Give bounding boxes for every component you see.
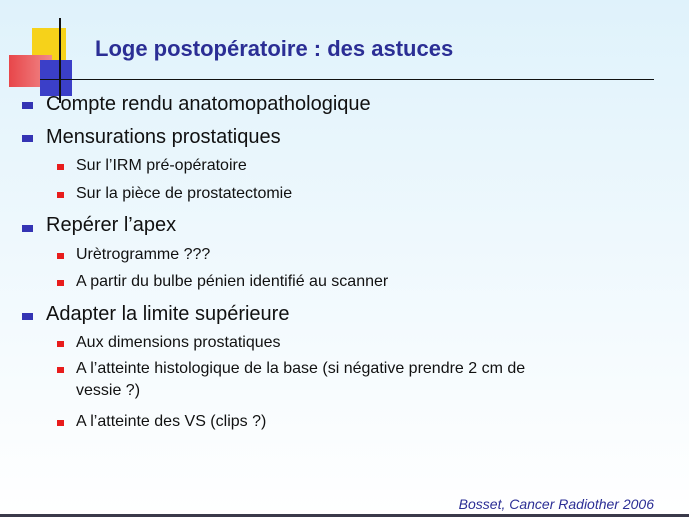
- sub-bullet-atteinte-base-cont: vessie ?): [76, 382, 141, 399]
- sub-bullet-square-icon: [57, 164, 64, 170]
- bullet-square-icon: [22, 135, 33, 142]
- title-underline: [40, 79, 654, 80]
- sub-bullet-atteinte-base: A l’atteinte histologique de la base (si négative prendre 2 cm de: [76, 360, 526, 377]
- bullet-square-icon: [22, 102, 33, 109]
- sub-bullet-bulbe: A partir du bulbe pénien identifié au scanner: [76, 273, 389, 290]
- bullet-mensurations: Mensurations prostatiques: [46, 126, 281, 148]
- bullet-square-icon: [22, 313, 33, 320]
- sub-bullet-vs-clips: A l’atteinte des VS (clips ?): [76, 413, 267, 430]
- bullet-square-icon: [22, 225, 33, 232]
- sub-bullet-uretrogramme: Urètrogramme ???: [76, 246, 211, 263]
- sub-bullet-square-icon: [57, 280, 64, 286]
- logo-vertical-line: [59, 18, 61, 103]
- sub-bullet-piece: Sur la pièce de prostatectomie: [76, 185, 293, 202]
- sub-bullet-irm: Sur l’IRM pré-opératoire: [76, 157, 247, 174]
- sub-bullet-dimensions: Aux dimensions prostatiques: [76, 334, 281, 351]
- citation: Bosset, Cancer Radiother 2006: [458, 496, 654, 512]
- sub-bullet-square-icon: [57, 341, 64, 347]
- bullet-adapter-limite: Adapter la limite supérieure: [46, 303, 290, 325]
- sub-bullet-square-icon: [57, 420, 64, 426]
- bullet-compte-rendu: Compte rendu anatomopathologique: [46, 93, 371, 115]
- logo-blue-square: [40, 60, 72, 96]
- sub-bullet-square-icon: [57, 253, 64, 259]
- bullet-reperer-apex: Repérer l’apex: [46, 214, 177, 236]
- slide-title: Loge postopératoire : des astuces: [95, 36, 454, 61]
- sub-bullet-square-icon: [57, 367, 64, 373]
- sub-bullet-square-icon: [57, 192, 64, 198]
